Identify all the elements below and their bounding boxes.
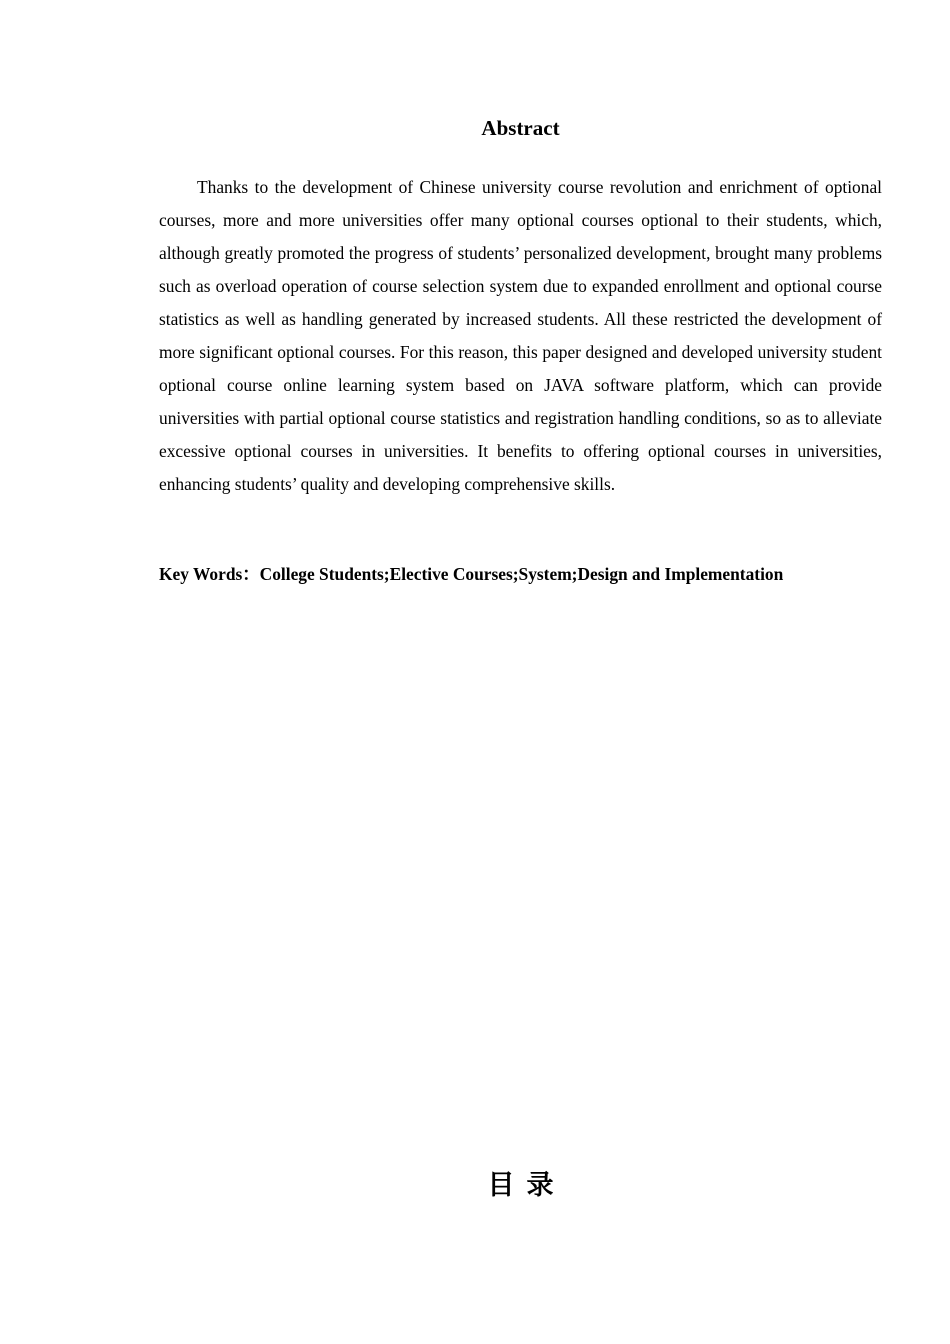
abstract-title: Abstract bbox=[481, 116, 560, 140]
keywords-line bbox=[159, 561, 899, 587]
table-of-contents-title: 目录 bbox=[487, 1170, 566, 1201]
abstract-body: Thanks to the development of Chinese university course revolution and enrichment of optional courses, more and more universities offer many optional courses optional to their students, which, although greatly promoted the progress of students’ personalized development, brought many problems such as overload operation of course selection system due to expanded enrollment and optional course statistics as well as handling generated by increased students. All these restricted the development of more significant optional courses. For this reason, this paper designed and developed university student optional course online learning system based on JAVA software platform, which can provide universities with partial optional course statistics and registration handling conditions, so as to alleviate excessive optional courses in universities. It benefits to offering optional courses in universities, enhancing students’ quality and developing comprehensive skills. bbox=[159, 177, 882, 494]
keywords-label: Key Words： bbox=[159, 564, 260, 584]
keywords-text: College Students;Elective Courses;System;Design and Implementation bbox=[259, 564, 784, 584]
